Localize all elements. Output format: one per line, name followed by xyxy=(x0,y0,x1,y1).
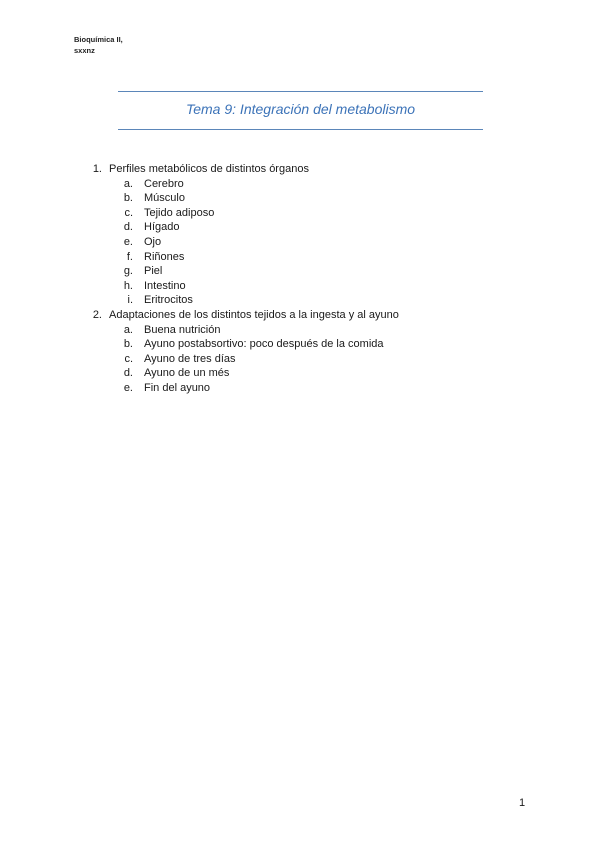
item-number: b. xyxy=(123,192,133,205)
title-rule-top xyxy=(118,91,483,92)
list-item xyxy=(0,264,600,279)
list-item xyxy=(0,191,600,206)
item-label: Buena nutrición xyxy=(144,323,221,336)
header-course: Bioquímica II, xyxy=(74,35,123,44)
list-item xyxy=(0,220,600,235)
item-label: Tejido adiposo xyxy=(144,206,215,219)
item-label: Fin del ayuno xyxy=(144,381,211,394)
title-rule-bottom xyxy=(118,129,483,130)
item-label: Ayuno de tres días xyxy=(144,352,236,365)
item-label: Riñones xyxy=(144,250,185,263)
list-item xyxy=(0,308,600,323)
item-label: Ojo xyxy=(144,235,162,248)
item-number: e. xyxy=(123,235,133,248)
list-item xyxy=(0,366,600,381)
item-number: 2. xyxy=(92,308,102,321)
page-number: 1 xyxy=(519,797,526,809)
item-label: Intestino xyxy=(144,279,186,292)
item-number: a. xyxy=(123,177,133,190)
list-item xyxy=(0,381,600,396)
table-of-contents xyxy=(0,162,600,396)
item-label: Piel xyxy=(144,265,163,278)
item-number: a. xyxy=(123,323,133,336)
item-label: Cerebro xyxy=(144,177,184,190)
list-item xyxy=(0,250,600,265)
item-number: b. xyxy=(123,338,133,351)
page-title: Tema 9: Integración del metabolismo xyxy=(185,101,416,117)
item-number: i. xyxy=(127,294,133,307)
document-header xyxy=(74,35,123,56)
list-item xyxy=(0,293,600,308)
list-item xyxy=(0,337,600,352)
list-item xyxy=(0,323,600,338)
item-number: e. xyxy=(123,381,133,394)
item-label: Músculo xyxy=(144,192,185,205)
item-label: Adaptaciones de los distintos tejidos a la ingesta y al ayuno xyxy=(109,308,399,321)
item-number: 1. xyxy=(92,163,102,175)
list-item xyxy=(0,206,600,221)
list-item xyxy=(0,177,600,192)
item-label: Ayuno de un més xyxy=(144,367,230,380)
header-author: sxxnz xyxy=(74,45,95,55)
item-label: Eritrocitos xyxy=(144,294,193,307)
item-number: c. xyxy=(124,206,133,219)
item-number: d. xyxy=(123,221,133,234)
list-item xyxy=(0,352,600,367)
item-label: Hígado xyxy=(144,221,180,234)
item-number: c. xyxy=(124,352,133,365)
list-item xyxy=(0,235,600,250)
item-number: f. xyxy=(126,250,133,263)
item-number: d. xyxy=(123,367,133,380)
list-item xyxy=(0,279,600,294)
item-number: h. xyxy=(123,279,133,292)
item-label: Perfiles metabólicos de distintos órganos xyxy=(109,163,309,175)
list-item xyxy=(0,162,600,177)
item-number: g. xyxy=(123,265,133,278)
item-label: Ayuno postabsortivo: poco después de la comida xyxy=(144,338,384,351)
